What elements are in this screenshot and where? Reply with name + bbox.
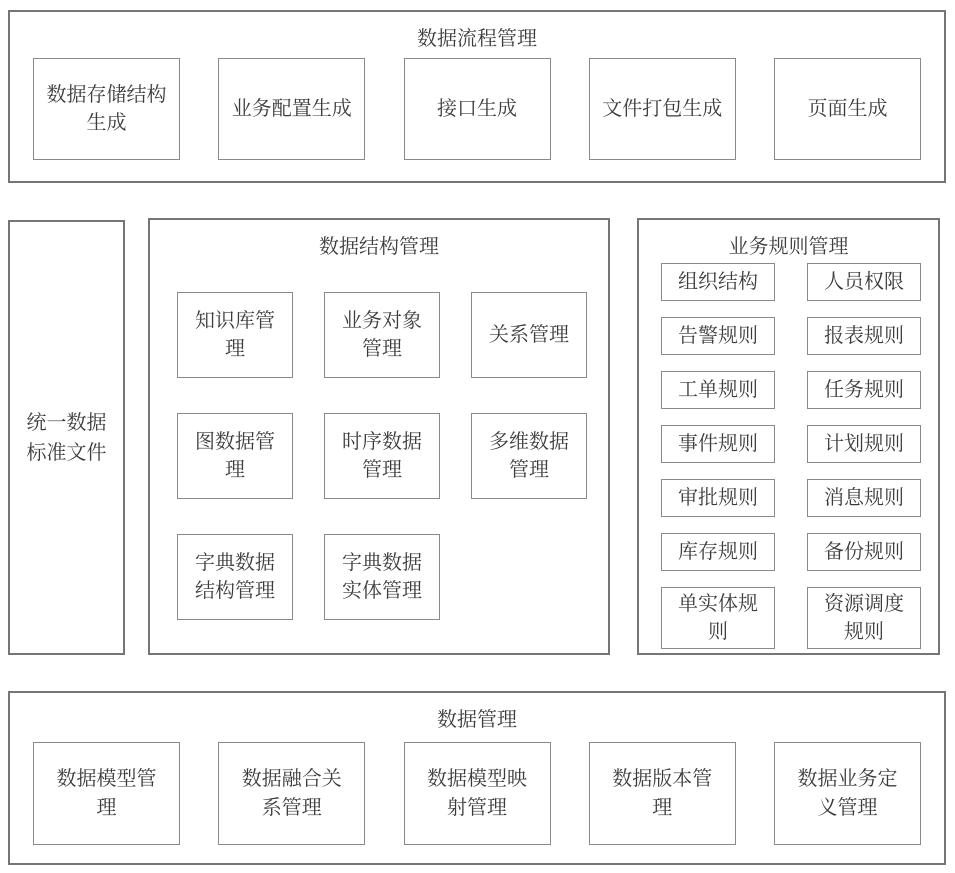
structure-item-box: [177, 534, 293, 620]
rules-item-label: 人员权限: [824, 270, 904, 293]
unified-data-standard-file-label: 统一数据标准文件: [26, 411, 107, 464]
structure-item-label: 字典数据结构管理: [195, 551, 275, 602]
structure-item-box: [471, 413, 587, 499]
flow-item-box: [404, 58, 551, 160]
flow-item-label: 接口生成: [437, 97, 517, 120]
rules-item-box: [661, 533, 775, 571]
data-items-row: [33, 742, 921, 845]
structure-item-label: 字典数据实体管理: [342, 551, 422, 602]
rules-item-box: [807, 317, 921, 355]
rules-item-box: [807, 587, 921, 649]
structure-item-label: 关系管理: [489, 323, 569, 346]
rules-item-box: [661, 263, 775, 301]
rules-item-box: [661, 587, 775, 649]
structure-item-box: [471, 292, 587, 378]
data-item-box: [589, 742, 736, 845]
structure-items-grid: [177, 292, 587, 620]
data-item-label: 数据融合关系管理: [241, 768, 342, 819]
flow-item-box: [33, 58, 180, 160]
rules-item-box: [807, 425, 921, 463]
rules-item-label: 计划规则: [824, 432, 904, 455]
rules-item-label: 组织结构: [678, 270, 758, 293]
rules-item-label: 任务规则: [824, 378, 904, 401]
rules-item-box: [661, 479, 775, 517]
rules-item-box: [661, 371, 775, 409]
data-item-box: [33, 742, 180, 845]
data-item-box: [218, 742, 365, 845]
rules-item-box: [807, 533, 921, 571]
rules-item-label: 资源调度规则: [824, 592, 904, 643]
rules-item-box: [661, 317, 775, 355]
structure-item-box: [324, 413, 440, 499]
rules-item-box: [661, 425, 775, 463]
flow-item-box: [774, 58, 921, 160]
structure-item-label: 知识库管理: [195, 309, 275, 360]
rules-item-box: [807, 479, 921, 517]
data-structure-management-panel: [148, 218, 610, 655]
structure-item-label: 图数据管理: [195, 430, 275, 481]
data-item-label: 数据模型映射管理: [427, 768, 527, 819]
data-structure-management-title: 数据结构管理: [319, 236, 439, 258]
flow-item-label: 数据存储结构生成: [46, 83, 167, 134]
data-item-label: 数据版本管理: [612, 768, 713, 819]
rules-item-label: 事件规则: [678, 432, 758, 455]
unified-data-standard-file-panel: [8, 220, 125, 655]
structure-item-box: [177, 413, 293, 499]
rules-item-label: 备份规则: [824, 540, 904, 563]
rules-item-label: 告警规则: [678, 324, 758, 347]
rules-item-label: 工单规则: [678, 378, 758, 401]
data-item-label: 数据模型管理: [56, 768, 157, 819]
flow-item-box: [218, 58, 365, 160]
data-management-panel: [8, 691, 946, 865]
data-item-box: [774, 742, 921, 845]
rules-item-label: 报表规则: [824, 324, 904, 347]
flow-item-label: 文件打包生成: [602, 97, 723, 120]
flow-item-box: [589, 58, 736, 160]
data-flow-management-title: 数据流程管理: [417, 28, 537, 50]
data-item-box: [404, 742, 551, 845]
rules-items-grid: [661, 263, 921, 649]
rules-item-box: [807, 371, 921, 409]
rules-item-box: [807, 263, 921, 301]
structure-item-label: 时序数据管理: [342, 430, 422, 481]
flow-item-label: 业务配置生成: [231, 97, 352, 120]
rules-item-label: 库存规则: [678, 540, 758, 563]
structure-item-box: [324, 292, 440, 378]
flow-item-label: 页面生成: [807, 97, 888, 120]
data-item-label: 数据业务定义管理: [797, 768, 898, 819]
rules-item-label: 单实体规则: [678, 592, 758, 643]
data-management-title: 数据管理: [437, 709, 517, 731]
flow-items-row: [33, 58, 921, 160]
rules-item-label: 消息规则: [824, 486, 904, 509]
business-rules-management-title: 业务规则管理: [728, 236, 849, 258]
business-rules-management-panel: [637, 218, 940, 655]
structure-item-label: 多维数据管理: [489, 430, 569, 481]
rules-item-label: 审批规则: [678, 486, 758, 509]
structure-item-label: 业务对象管理: [342, 309, 422, 360]
structure-item-box: [177, 292, 293, 378]
structure-item-box: [324, 534, 440, 620]
data-flow-management-panel: [8, 10, 946, 183]
